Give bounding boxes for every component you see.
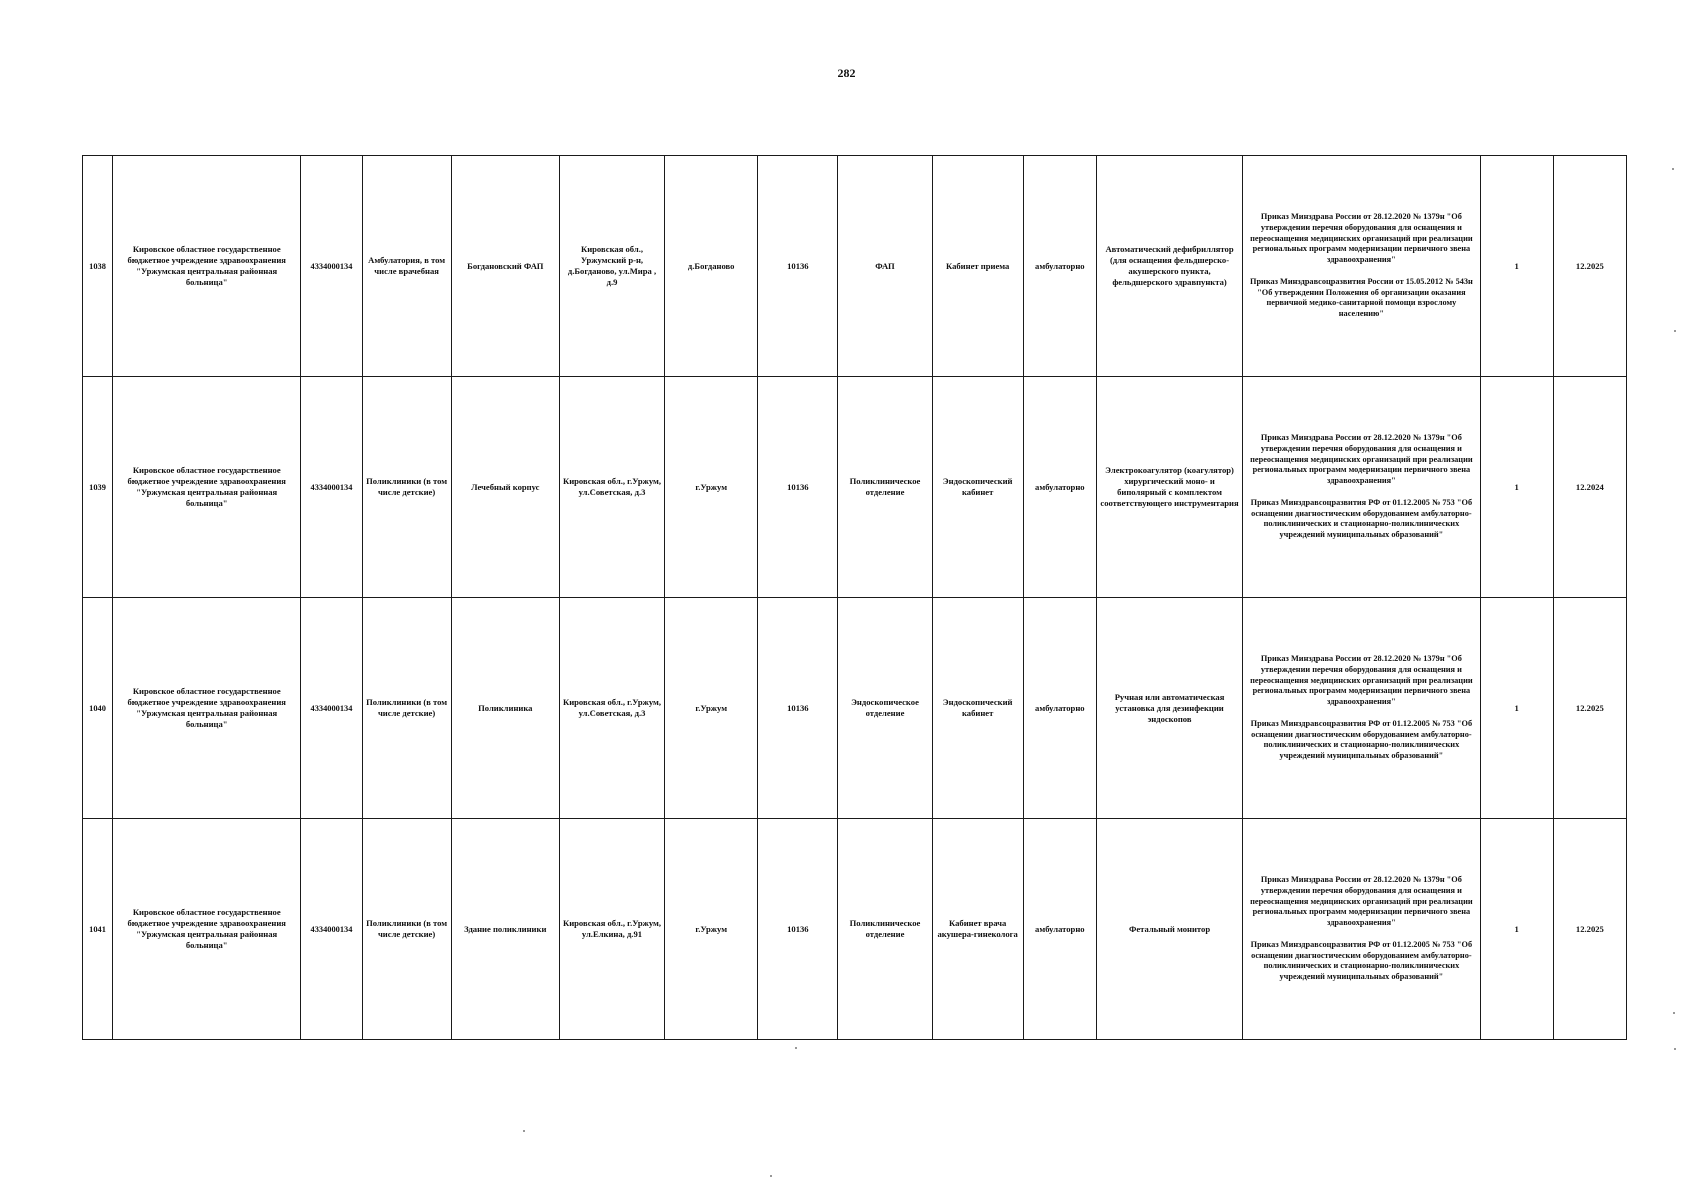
scan-speck	[1672, 168, 1674, 170]
care-form: амбулаторно	[1023, 598, 1096, 819]
address: Кировская обл., г.Уржум, ул.Советская, д.3	[559, 377, 664, 598]
planned-date: 12.2024	[1553, 377, 1626, 598]
address: Кировская обл., Уржумский р-н, д.Богданово, ул.Мира , д.9	[559, 156, 664, 377]
regulatory-document: Приказ Минздрава России от 28.12.2020 № 1379н "Об утверждении перечня оборудования для оснащения и переоснащения медицинских организаций при реализации региональных программ модернизации первичного звена здравоохранения"	[1250, 653, 1473, 707]
quantity: 1	[1480, 156, 1553, 377]
address: Кировская обл., г.Уржум, ул.Елкина, д.91	[559, 819, 664, 1040]
locality: г.Уржум	[665, 377, 758, 598]
care-form: амбулаторно	[1023, 377, 1096, 598]
inn-value: 4334000134	[301, 819, 362, 1040]
registry-body	[83, 156, 1627, 1040]
code: 10136	[758, 377, 838, 598]
department: ФАП	[838, 156, 932, 377]
address: Кировская обл., г.Уржум, ул.Советская, д.3	[559, 598, 664, 819]
equipment-name: Автоматический дефибриллятор (для оснащения фельдшерско-акушерского пункта, фельдшерского здравпункта)	[1096, 156, 1242, 377]
locality: д.Богданово	[665, 156, 758, 377]
organization-name: Кировское областное государственное бюджетное учреждение здравоохранения "Уржумская центральная районная больница"	[113, 377, 301, 598]
facility-type: Поликлиники (в том числе детские)	[362, 819, 451, 1040]
table-row	[83, 156, 1627, 377]
quantity: 1	[1480, 377, 1553, 598]
inn-value: 4334000134	[301, 156, 362, 377]
regulatory-document: Приказ Минздрава России от 28.12.2020 № 1379н "Об утверждении перечня оборудования для оснащения и переоснащения медицинских организаций при реализации региональных программ модернизации первичного звена здравоохранения"	[1250, 432, 1473, 486]
organization-name: Кировское областное государственное бюджетное учреждение здравоохранения "Уржумская центральная районная больница"	[113, 819, 301, 1040]
facility-type: Поликлиники (в том числе детские)	[362, 598, 451, 819]
regulatory-document: Приказ Минздравсоцразвития РФ от 01.12.2005 № 753 "Об оснащении диагностическим оборудованием амбулаторно-поликлинических и стационарно-поликлинических учреждений муниципальных образований"	[1250, 718, 1473, 761]
scan-speck	[1674, 330, 1676, 332]
equipment-name: Электрокоагулятор (коагулятор) хирургический моно- и биполярный с комплектом соответствующего инструментария	[1096, 377, 1242, 598]
regulatory-documents	[1243, 377, 1480, 598]
inn-value: 4334000134	[301, 598, 362, 819]
scan-speck	[795, 1047, 797, 1049]
locality: г.Уржум	[665, 598, 758, 819]
row-number: 1038	[83, 156, 113, 377]
room: Кабинет врача акушера-гинеколога	[932, 819, 1023, 1040]
row-number: 1039	[83, 377, 113, 598]
regulatory-document: Приказ Минздрава России от 28.12.2020 № 1379н "Об утверждении перечня оборудования для оснащения и переоснащения медицинских организаций при реализации региональных программ модернизации первичного звена здравоохранения"	[1250, 874, 1473, 928]
organization-name: Кировское областное государственное бюджетное учреждение здравоохранения "Уржумская центральная районная больница"	[113, 598, 301, 819]
care-form: амбулаторно	[1023, 819, 1096, 1040]
planned-date: 12.2025	[1553, 819, 1626, 1040]
regulatory-documents	[1243, 598, 1480, 819]
quantity: 1	[1480, 819, 1553, 1040]
building-name: Здание поликлиники	[451, 819, 559, 1040]
equipment-name: Ручная или автоматическая установка для дезинфекции эндоскопов	[1096, 598, 1242, 819]
room: Эндоскопический кабинет	[932, 377, 1023, 598]
table-row	[83, 819, 1627, 1040]
building-name: Лечебный корпус	[451, 377, 559, 598]
planned-date: 12.2025	[1553, 156, 1626, 377]
facility-type: Поликлиники (в том числе детские)	[362, 377, 451, 598]
equipment-name: Фетальный монитор	[1096, 819, 1242, 1040]
department: Эндоскопическое отделение	[838, 598, 932, 819]
table-row	[83, 377, 1627, 598]
quantity: 1	[1480, 598, 1553, 819]
regulatory-documents	[1243, 819, 1480, 1040]
planned-date: 12.2025	[1553, 598, 1626, 819]
equipment-registry-table	[82, 155, 1627, 1040]
code: 10136	[758, 819, 838, 1040]
row-number: 1041	[83, 819, 113, 1040]
locality: г.Уржум	[665, 819, 758, 1040]
inn-value: 4334000134	[301, 377, 362, 598]
care-form: амбулаторно	[1023, 156, 1096, 377]
regulatory-documents	[1243, 156, 1480, 377]
code: 10136	[758, 598, 838, 819]
department: Поликлиническое отделение	[838, 377, 932, 598]
scan-speck	[523, 1130, 525, 1132]
regulatory-document: Приказ Минздравсоцразвития РФ от 01.12.2005 № 753 "Об оснащении диагностическим оборудованием амбулаторно-поликлинических и стационарно-поликлинических учреждений муниципальных образований"	[1250, 939, 1473, 982]
room: Кабинет приема	[932, 156, 1023, 377]
code: 10136	[758, 156, 838, 377]
table-row	[83, 598, 1627, 819]
regulatory-document: Приказ Минздравсоцразвития России от 15.05.2012 № 543н "Об утверждении Положения об организации оказания первичной медико-санитарной помощи взрослому населению"	[1249, 276, 1473, 319]
organization-name: Кировское областное государственное бюджетное учреждение здравоохранения "Уржумская центральная районная больница"	[113, 156, 301, 377]
scan-speck	[1674, 1048, 1676, 1050]
regulatory-document: Приказ Минздрава России от 28.12.2020 № 1379н "Об утверждении перечня оборудования для оснащения и переоснащения медицинских организаций при реализации региональных программ модернизации первичного звена здравоохранения"	[1250, 211, 1473, 265]
room: Эндоскопический кабинет	[932, 598, 1023, 819]
building-name: Поликлиника	[451, 598, 559, 819]
building-name: Богдановский ФАП	[451, 156, 559, 377]
scan-speck	[1673, 1012, 1675, 1014]
page-number: 282	[837, 66, 856, 80]
department: Поликлиническое отделение	[838, 819, 932, 1040]
scan-speck	[770, 1175, 772, 1177]
facility-type: Амбулатория, в том числе врачебная	[362, 156, 451, 377]
regulatory-document: Приказ Минздравсоцразвития РФ от 01.12.2005 № 753 "Об оснащении диагностическим оборудованием амбулаторно-поликлинических и стационарно-поликлинических учреждений муниципальных образований"	[1250, 497, 1473, 540]
row-number: 1040	[83, 598, 113, 819]
